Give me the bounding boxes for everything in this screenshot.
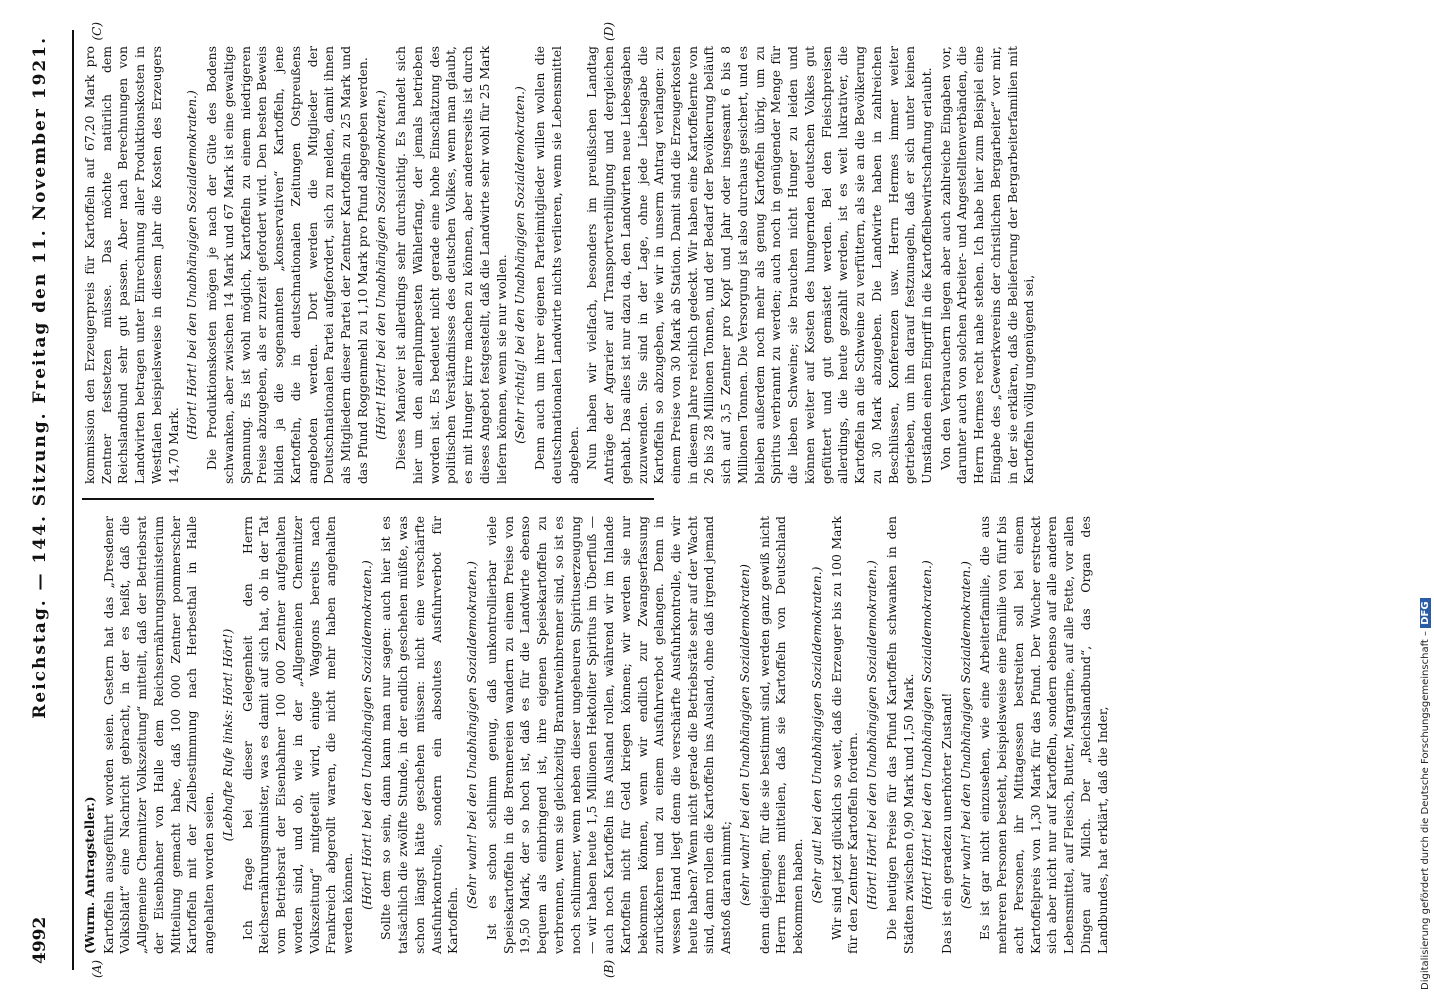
interjection: (Hört! Hört! bei den Unabhängigen Sozialdemokraten.) bbox=[184, 90, 200, 440]
right-column bbox=[82, 30, 1382, 500]
margin-label-c: (C) bbox=[90, 22, 104, 41]
interjection: (Hört! Hört! bei den Unabhängigen Sozialdemokraten.) bbox=[358, 560, 374, 910]
margin-label-d: (D) bbox=[602, 22, 616, 41]
column-divider bbox=[82, 498, 654, 500]
interjection: (sehr wahr! bei den Unabhängigen Sozialdemokraten) bbox=[736, 564, 752, 906]
paragraph: Kartoffeln ausgeführt worden seien. Gestern hat das „Dresdener Volksblatt“ eine Nachricht gebracht, in der es heißt, daß die „Allgemeine Chemnitzer Volkszeitung“ mitteilt, daß der Betriebsrat der Eisenbahner von Halle dem Reichsernährungsministerium Mitteilung gemacht habe, daß 100 000 Zentner pommerscher Kartoffeln mit der Zielbestimmung nach Herbesthal in Halle angehalten worden seien. bbox=[100, 516, 217, 954]
dfg-logo: DFG bbox=[1420, 598, 1431, 627]
rotated-page-frame bbox=[30, 20, 1410, 980]
margin-label-a: (A) bbox=[90, 959, 104, 978]
paragraph: Nun haben wir vielfach, besonders im preußischen Landtag Anträge der Agrarier auf Transportverbilligung und dergleichen gehabt. Das alles ist nur dazu da, den Landwirten neue Liebesgaben zuzuwenden. Sie sind in der Lage, ohne jede Liebesgabe die Kartoffeln so abzugeben, wie wir in unserm Antrag verlangen: zu einem Preise von 30 Mark ab Station. Damit sind die Erzeugerkosten in diesem Jahre reichlich gedeckt. Wir haben eine Kartoffelernte von 26 bis 28 Millionen Tonnen, und der Bedarf der Bevölkerung beläuft sich auf 3,5 Zentner pro Kopf und Jahr oder insgesamt 6 bis 8 Millionen Tonnen. Die Versorgung ist also durchaus gesichert, und es bleiben außerdem noch mehr als genug Kartoffeln übrig, um zu Spiritus verbrannt zu werden; auch noch in genügender Menge für die lieben Schweine; sie brauchen nicht Hunger zu leiden und können weiter auf Kosten des hungernden deutschen Volkes gut gefüttert und gut gemästet werden. Bei den Fleischpreisen allerdings, die heute gezahlt werden, ist es weit lukrativer, die Kartoffeln an die Schweine zu verfüttern, als sie an die Bevölkerung zu 30 Mark abzugeben. Die Landwirte haben in zahlreichen Beschlüssen, Konferenzen usw. Herrn Hermes immer weiter getrieben, um ihn darauf festzunageln, daß er sich unter keinen Umständen einen Eingriff in die Kartoffelbewirtschaftung erlaubt. bbox=[584, 46, 934, 484]
paragraph: Sollte dem so sein, dann kann man nur sagen: auch hier ist es tatsächlich die zwölfte Stunde, in der endlich geschehen müßte, was schon längst hätte geschehen müssen: nicht eine verschärfte Ausfuhrkontrolle, sondern ein absolutes Ausfuhrverbot für Kartoffeln. bbox=[378, 516, 461, 954]
paragraph: Die heutigen Preise für das Pfund Kartoffeln schwanken in den Städten zwischen 0,90 Mark und 1,50 Mark. bbox=[883, 516, 916, 954]
interjection: (Sehr wahr! bei den Unabhängigen Sozialdemokraten.) bbox=[957, 561, 973, 909]
paragraph: Es ist gar nicht einzusehen, wie eine Arbeiterfamilie, die aus mehreren Personen besteht, beispielsweise eine Familie von fünf bis acht Personen, ihr Mittagessen bestreiten soll bei einem Kartoffelpreis von 1,30 Mark für das Pfund. Der Wucher erstreckt sich aber nicht nur auf Kartoffeln, sondern ebenso auf alle anderen Lebensmittel, auf Fleisch, Butter, Margarine, auf alle Fette, vor allen Dingen auf Milch. Der „Reichslandbund“, das Organ des Landbundes, hat erklärt, daß die Inder, bbox=[977, 516, 1110, 954]
interjection: (Hört! Hört! bei den Unabhängigen Sozialdemokraten.) bbox=[919, 560, 935, 910]
interjection: (Hört! Hört! bei den Unabhängigen Sozialdemokraten.) bbox=[864, 560, 880, 910]
digitization-note-text: Digitalisierung gefördert durch die Deutsche Forschungsgemeinschaft – bbox=[1420, 630, 1431, 990]
interjection: (Hört! Hört! bei den Unabhängigen Sozialdemokraten.) bbox=[373, 90, 389, 440]
paragraph: Von den Verbrauchern liegen aber auch zahlreiche Eingaben vor, darunter auch von solchen Arbeiter- und Angestelltenverbänden, die Herrn Hermes recht nahe stehen. Ich habe hier zum Beispiel eine Eingabe des „Gewerkvereins der christlichen Bergarbeiter“ vor mir, in der sie erklären, daß die Belieferung der Bergarbeiterfamilien mit Kartoffeln völlig ungenügend sei, bbox=[937, 46, 1037, 484]
interjection: (Sehr richtig! bei den Unabhängigen Sozialdemokraten.) bbox=[512, 86, 528, 444]
paragraph: Wir sind jetzt glücklich so weit, daß die Erzeuger bis zu 100 Mark für den Zentner Kartoffeln fordern. bbox=[828, 516, 861, 954]
page-content bbox=[30, 20, 1410, 980]
margin-label-b: (B) bbox=[602, 959, 616, 978]
speaker-line: (Wurm. Antragsteller.) bbox=[82, 796, 97, 954]
page-title: Reichstag. — 144. Sitzung. Freitag den 11. November 1921. bbox=[30, 36, 50, 719]
interjection: (Lebhafte Rufe links: Hört! Hört!) bbox=[219, 628, 235, 842]
paragraph: kommission den Erzeugerpreis für Kartoffeln auf 67,20 Mark pro Zentner festsetzen müsse. Das möchte natürlich dem Reichslandbund sehr gut passen. Aber nach Berechnungen von Landwirten betragen unter Einrechnung aller Produktionskosten in Westfalen beispielsweise in diesem Jahr die Kosten des Erzeugers 14,70 Mark. bbox=[82, 46, 181, 484]
paragraph: denn diejenigen, für die sie bestimmt sind, werden ganz gewiß nicht Herrn Hermes mitteilen, daß sie Kartoffeln von Deutschland bekommen haben. bbox=[756, 516, 806, 954]
paragraph: Ich frage bei dieser Gelegenheit den Herrn Reichsernährungsminister, was es damit auf sich hat, ob in der Tat vom Betriebsrat der Eisenbahner 100 000 Zentner aufgehalten worden sind, und ob, wie in der „Allgemeinen Chemnitzer Volkszeitung“ mitgeteilt wird, einige Waggons bereits nach Frankreich abgerollt waren, die nicht mehr haben angehalten werden können. bbox=[239, 516, 356, 954]
paragraph: Das ist ein geradezu unerhörter Zustand! bbox=[938, 692, 954, 954]
paragraph: Dieses Manöver ist allerdings sehr durchsichtig. Es handelt sich hier um den allerplumpesten Wählerfang, der jemals betrieben worden ist. Es bedeutet nicht gerade eine hohe Einschätzung des politischen Verständnisses des deutschen Volkes, wenn man glaubt, es mit Hunger kirre machen zu können, aber andererseits ist durch dieses Angebot festgestellt, daß die Landwirte sehr wohl für 25 Mark liefern können, wenn sie nur wollen. bbox=[393, 46, 509, 484]
page-number: 4992 bbox=[30, 916, 50, 964]
digitization-note bbox=[1418, 0, 1434, 1000]
interjection: (Sehr wahr! bei den Unabhängigen Sozialdemokraten.) bbox=[464, 561, 480, 909]
paragraph: Die Produktionskosten mögen je nach der Güte des Bodens schwanken, aber zwischen 14 Mark und 67 Mark ist eine gewaltige Spannung. Es ist wohl möglich, Kartoffeln zu einem niedrigeren Preise abzugeben, als er zurzeit gefordert wird. Den besten Beweis bilden ja die sogenannten „konservativen“ Kartoffeln, jene Kartoffeln, die in deutschnationalen Zeitungen Ostpreußens angeboten werden. Dort werden die Mitglieder der Deutschnationalen Partei aufgefordert, sich zu melden, damit ihnen als Mitgliedern dieser Partei der Zentner Kartoffeln zu 25 Mark und das Pfund Roggenmehl zu 1,10 Mark pro Pfund abgegeben werden. bbox=[204, 46, 370, 484]
page-header bbox=[30, 30, 74, 970]
paragraph: Denn auch um ihrer eigenen Parteimitglieder willen wollen die deutschnationalen Landwirte nichts verlieren, wenn sie Lebensmittel abgeben. bbox=[532, 46, 581, 484]
paragraph: Ist es schon schlimm genug, daß unkontrollierbar viele Speisekartoffeln in die Brennereien wandern zu einem Preise von 19,50 Mark, der so hoch ist, daß es für die Landwirte ebenso bequem als einbringend ist, ihre eigenen Speisekartoffeln zu verbrennen, wenn sie gleichzeitig Branntweinbrenner sind, so ist es noch schlimmer, wenn neben dieser ungeheuren Spirituserzeugung — wir haben heute 1,5 Millionen Hektoliter Spiritus im Überfluß — auch noch Kartoffeln ins Ausland rollen, während wir im Inlande Kartoffeln nicht für Geld kriegen können; wir werden sie nur bekommen können, wenn wir endlich zur Zwangserfassung zurückkehren und zu einem Ausfuhrverbot gelangen. Denn in wessen Hand liegt denn die verschärfte Ausfuhrkontrolle, die wir heute haben? Wenn nicht gerade die Betriebsräte sehr auf der Wacht sind, dann rollen die Kartoffeln ins Ausland, ohne daß irgend jemand Anstoß daran nimmt; bbox=[483, 516, 734, 954]
text-columns bbox=[82, 22, 1382, 978]
interjection: (Sehr gut! bei den Unabhängigen Sozialdemokraten.) bbox=[808, 566, 824, 904]
left-column bbox=[82, 500, 1382, 970]
